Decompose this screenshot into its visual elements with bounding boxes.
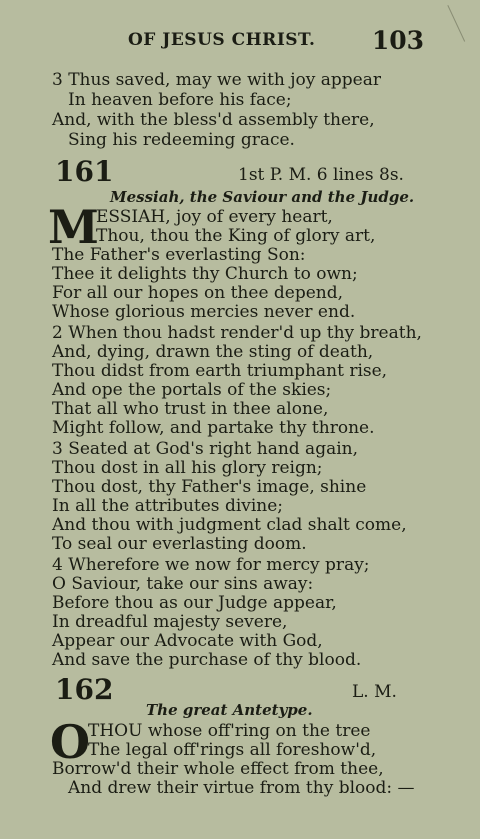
drop-cap: M [48,200,99,254]
verse-line: O Saviour, take our sins away: [52,574,314,594]
hymn-number: 162 [55,673,114,706]
verse-line: And save the purchase of thy blood. [52,650,362,670]
verse-line: Thou didst from earth triumphant rise, [52,361,388,381]
verse-line: 3 Seated at God's right hand again, [52,439,358,459]
verse-line: Before thou as our Judge appear, [52,593,337,613]
drop-cap: O [50,715,91,769]
verse-line: Appear our Advocate with God, [52,631,323,651]
verse-line: The Father's everlasting Son: [52,245,306,265]
hymn-subtitle: The great Antetype. [146,701,313,719]
verse-line: And, with the bless'd assembly there, [52,110,375,130]
verse-line: In dreadful majesty severe, [52,612,288,632]
hymn-meter: 1st P. M. 6 lines 8s. [238,165,404,185]
verse-line: Thou, thou the King of glory art, [96,226,376,246]
verse-line: To seal our everlasting doom. [52,534,307,554]
verse-line: And drew their virtue from thy blood: — [68,778,415,798]
verse-line: In all the attributes divine; [52,496,284,516]
verse-line: Borrow'd their whole effect from thee, [52,759,384,779]
verse-line: Thou dost, thy Father's image, shine [52,477,367,497]
verse-line: And ope the portals of the skies; [52,380,332,400]
hymn-subtitle: Messiah, the Saviour and the Judge. [110,188,415,206]
verse-line: The legal off'rings all foreshow'd, [88,740,377,760]
hymn-meter: L. M. [352,682,397,702]
verse-line: Thou dost in all his glory reign; [52,458,323,478]
verse-line: In heaven before his face; [68,90,292,110]
hymn-number: 161 [55,155,114,188]
page-edge-mark [447,0,479,42]
verse-line: And, dying, drawn the sting of death, [52,342,374,362]
verse-line: Might follow, and partake thy throne. [52,418,375,438]
verse-line: Thee it delights thy Church to own; [52,264,358,284]
verse-line: For all our hopes on thee depend, [52,283,344,303]
verse-line: That all who trust in thee alone, [52,399,329,419]
verse-line: Sing his redeeming grace. [68,130,295,150]
verse-line: And thou with judgment clad shalt come, [52,515,407,535]
verse-line: 4 Wherefore we now for mercy pray; [52,555,370,575]
verse-line: 2 When thou hadst render'd up thy breath, [52,323,422,343]
page-number: 103 [371,26,424,55]
verse-line: Whose glorious mercies never end. [52,302,356,322]
verse-line: 3 Thus saved, may we with joy appear [52,70,381,90]
verse-line-first: THOU whose off'ring on the tree [88,721,371,741]
running-title: OF JESUS CHRIST. [128,30,316,50]
verse-line-first: ESSIAH, joy of every heart, [96,207,333,227]
